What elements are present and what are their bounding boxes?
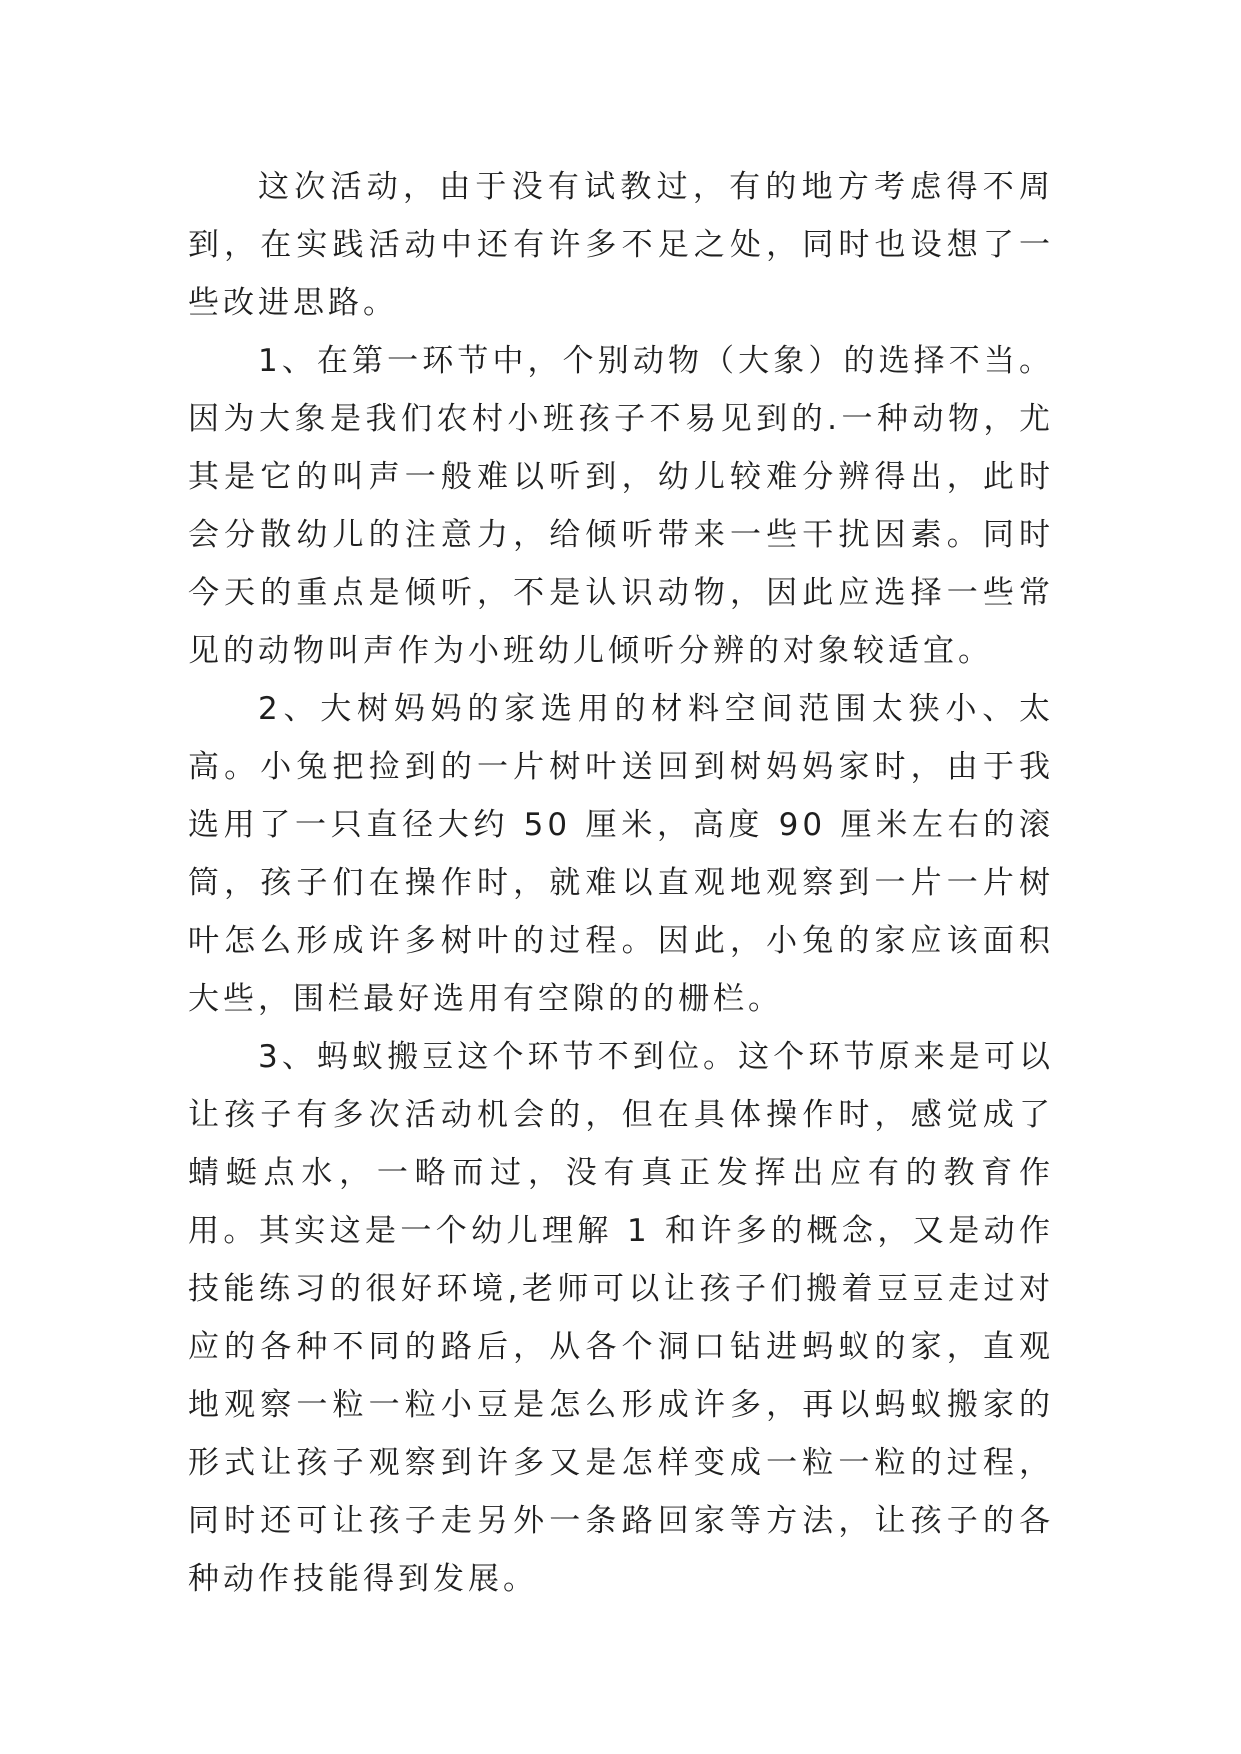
paragraph-point-3: 3、蚂蚁搬豆这个环节不到位。这个环节原来是可以让孩子有多次活动机会的，但在具体操作时，感觉成了蜻蜓点水，一略而过，没有真正发挥出应有的教育作用。其实这是一个幼儿理解 1 和许多的概念，又是动作技能练习的很好环境,老师可以让孩子们搬着豆豆走过对应的各种不同的路后，从各个洞口钻进蚂蚁的家，直观地观察一粒一粒小豆是怎么形成许多，再以蚂蚁搬家的形式让孩子观察到许多又是怎样变成一粒一粒的过程，同时还可让孩子走另外一条路回家等方法，让孩子的各种动作技能得到发展。	[188, 1039, 1054, 1597]
paragraph-point-2: 2、大树妈妈的家选用的材料空间范围太狭小、太高。小兔把捡到的一片树叶送回到树妈妈家时，由于我选用了一只直径大约 50 厘米，高度 90 厘米左右的滚筒，孩子们在操作时，就难以直观地观察到一片一片树叶怎么形成许多树叶的过程。因此，小兔的家应该面积大些，围栏最好选用有空隙的的栅栏。	[188, 691, 1054, 1017]
paragraph-point-1: 1、在第一环节中，个别动物（大象）的选择不当。因为大象是我们农村小班孩子不易见到的.一种动物，尤其是它的叫声一般难以听到，幼儿较难分辨得出，此时会分散幼儿的注意力，给倾听带来一些干扰因素。同时今天的重点是倾听，不是认识动物，因此应选择一些常见的动物叫声作为小班幼儿倾听分辨的对象较适宜。	[188, 343, 1054, 669]
document-body	[188, 158, 1054, 1608]
paragraph-intro: 这次活动，由于没有试教过，有的地方考虑得不周到，在实践活动中还有许多不足之处，同时也设想了一些改进思路。	[188, 169, 1054, 321]
